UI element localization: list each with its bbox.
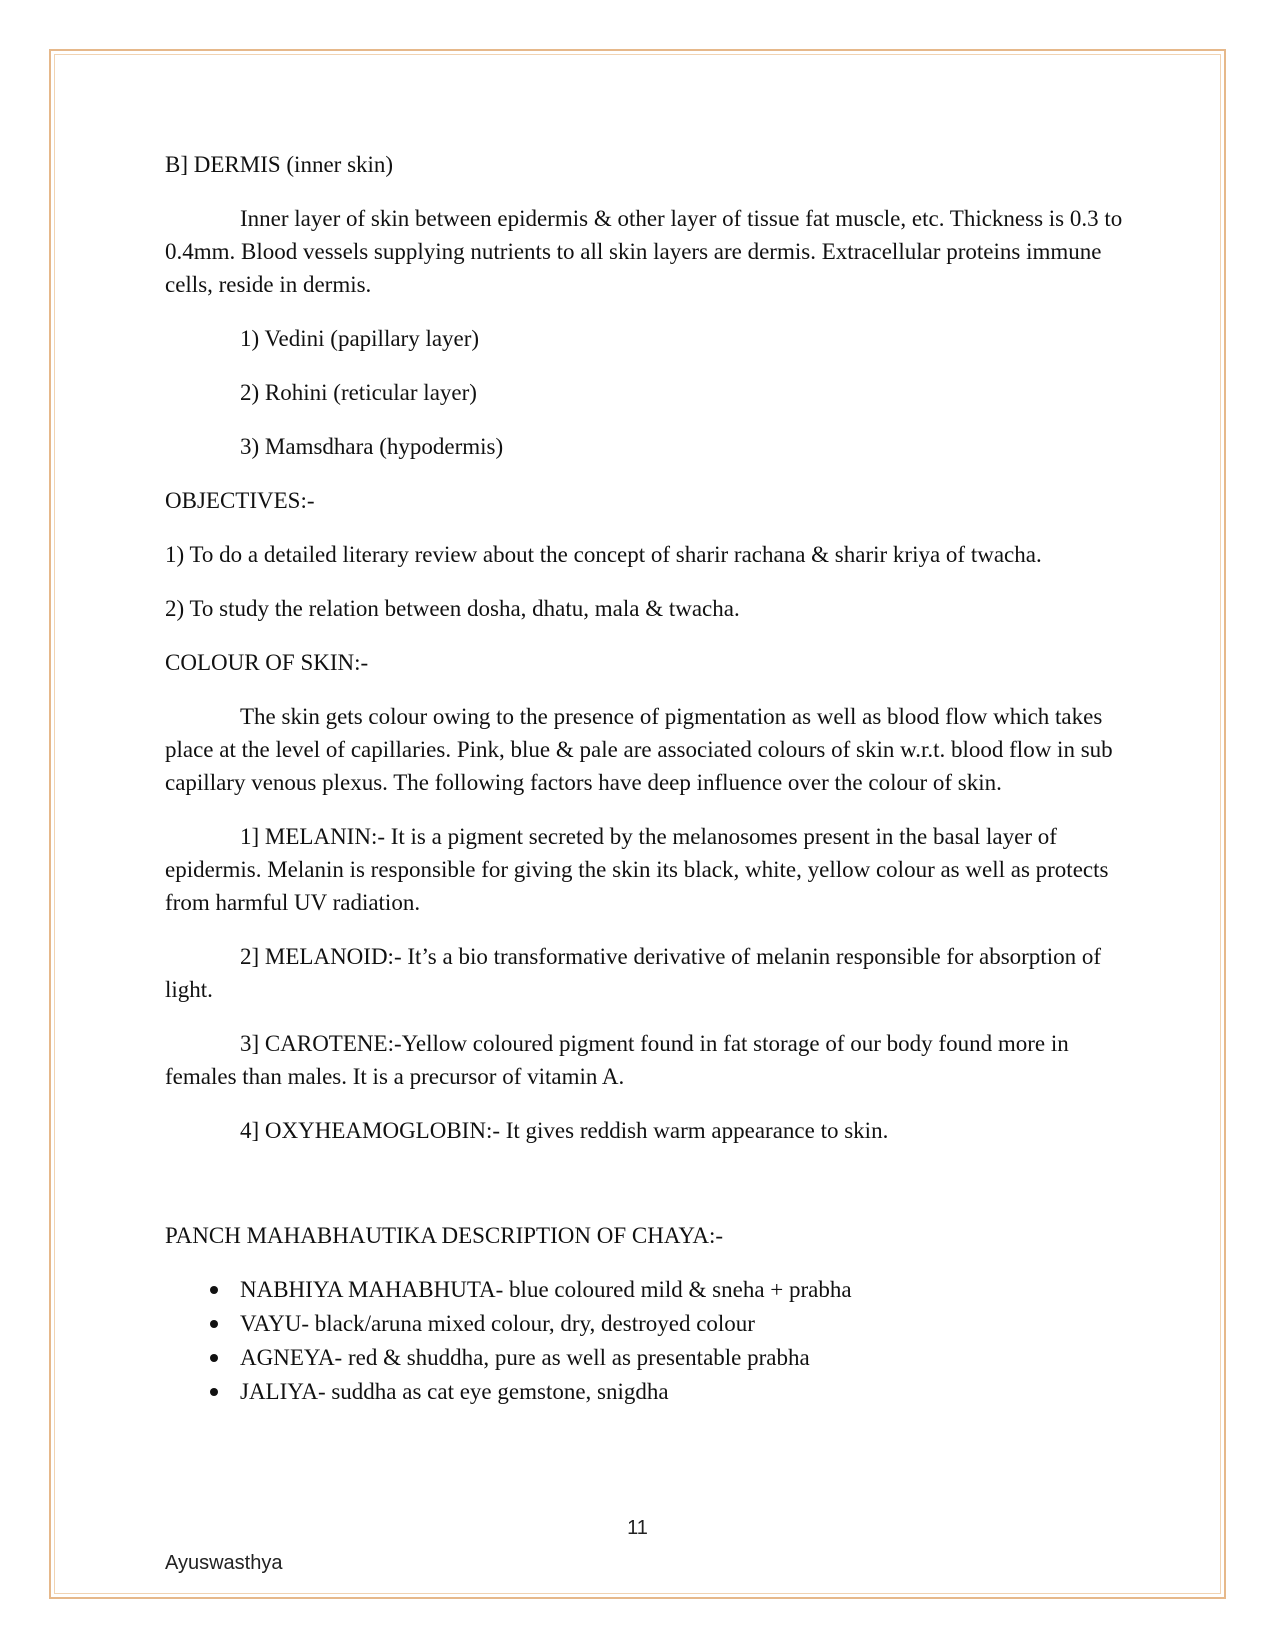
chaya-bullet-text: VAYU- black/aruna mixed colour, dry, destroyed colour <box>240 1311 755 1336</box>
objective-2: 2) To study the relation between dosha, dhatu, mala & twacha. <box>165 596 740 621</box>
factor-melanoid: 2] MELANOID:- It’s a bio transformative derivative of melanin responsible for absorption of light. <box>165 944 1101 1002</box>
colour-heading: COLOUR OF SKIN:- <box>165 650 369 675</box>
chaya-bullet-text: NABHIYA MAHABHUTA- blue coloured mild & sneha + prabha <box>240 1277 852 1302</box>
page-number: 11 <box>627 1517 648 1539</box>
factor-carotene: 3] CAROTENE:-Yellow coloured pigment found in fat storage of our body found more in females than males. It is a precursor of vitamin A. <box>165 1031 1069 1089</box>
objectives-heading: OBJECTIVES:- <box>165 488 315 513</box>
bullet-icon <box>210 1354 218 1362</box>
dermis-layer-1: 1) Vedini (papillary layer) <box>240 326 480 351</box>
chaya-bullet-item <box>165 1273 1125 1306</box>
chaya-bullet-text: AGNEYA- red & shuddha, pure as well as presentable prabha <box>240 1345 810 1370</box>
objective-1: 1) To do a detailed literary review about the concept of sharir rachana & sharir kriya of twacha. <box>165 542 1042 567</box>
chaya-bullet-item <box>165 1307 1125 1340</box>
chaya-bullet-item <box>165 1375 1125 1408</box>
bullet-icon <box>210 1320 218 1328</box>
dermis-paragraph: Inner layer of skin between epidermis & other layer of tissue fat muscle, etc. Thickness is 0.3 to 0.4mm. Blood vessels supplying nutrients to all skin layers are dermis. Extracellular proteins immune cells, reside in dermis. <box>165 206 1123 297</box>
dermis-heading: B] DERMIS (inner skin) <box>165 152 394 177</box>
chaya-heading: PANCH MAHABHAUTIKA DESCRIPTION OF CHAYA:- <box>165 1223 724 1248</box>
factor-melanin: 1] MELANIN:- It is a pigment secreted by the melanosomes present in the basal layer of epidermis. Melanin is responsible for giving the skin its black, white, yellow colour as well as protects from harmful UV radiation. <box>165 824 1109 915</box>
section-gap <box>165 1168 1125 1219</box>
factor-oxyheamoglobin: 4] OXYHEAMOGLOBIN:- It gives reddish warm appearance to skin. <box>240 1118 889 1143</box>
bullet-icon <box>210 1286 218 1294</box>
chaya-bullet-text: JALIYA- suddha as cat eye gemstone, snigdha <box>240 1379 669 1404</box>
chaya-bullet-list <box>165 1273 1125 1408</box>
journal-footer: Ayuswasthya <box>165 1552 283 1574</box>
page-content <box>165 148 1125 1409</box>
chaya-bullet-item <box>165 1341 1125 1374</box>
dermis-layer-2: 2) Rohini (reticular layer) <box>240 380 477 405</box>
colour-intro: The skin gets colour owing to the presence of pigmentation as well as blood flow which takes place at the level of capillaries. Pink, blue & pale are associated colours of skin w.r.t. blood flow in sub capillary venous plexus. The following factors have deep influence over the colour of skin. <box>165 704 1113 795</box>
bullet-icon <box>210 1388 218 1396</box>
dermis-layer-3: 3) Mamsdhara (hypodermis) <box>240 434 504 459</box>
